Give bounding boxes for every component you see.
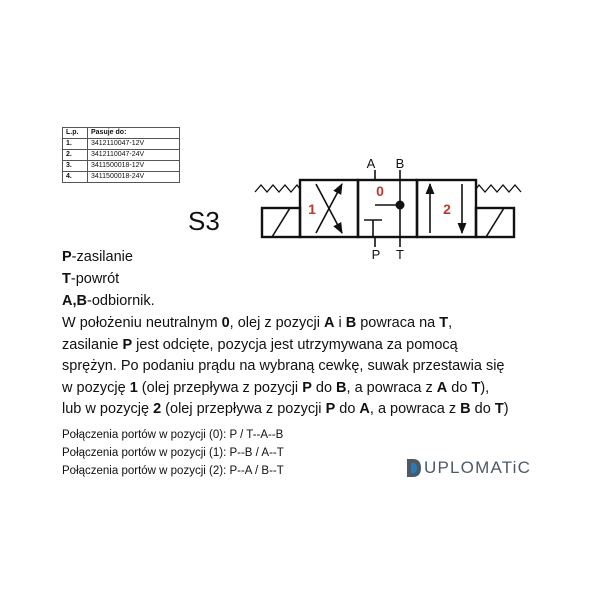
legend-ab-text: -odbiornik. [86, 293, 155, 309]
row-index: 1. [63, 139, 88, 150]
table-row [63, 150, 180, 161]
brand-name: UPLOMATiC [424, 458, 532, 477]
text: ) [503, 401, 509, 417]
bold-text: B [460, 401, 471, 417]
description-line [62, 378, 592, 400]
duplomatic-d-logo-icon [406, 458, 422, 478]
junction-dot-icon [396, 201, 405, 210]
bold-text: T [471, 379, 481, 396]
text: do [447, 379, 472, 396]
description-line [62, 313, 592, 335]
header-fits: Pasuje do: [88, 128, 180, 139]
text: , a powraca z [369, 401, 461, 417]
text: jest odcięte, pozycja jest utrzymywana za pomocą [132, 336, 458, 353]
bold-text: B [336, 379, 347, 396]
position-0-label: 0 [376, 183, 384, 199]
text: , [448, 315, 453, 331]
legend-p-text: -zasilanie [71, 249, 133, 265]
cross-flow-arrows-icon [316, 184, 342, 233]
description-line [62, 356, 592, 378]
legend-t-letter: T [62, 271, 71, 287]
text: i [334, 315, 346, 331]
bold-text: B [345, 315, 357, 331]
right-spring-icon [476, 185, 521, 192]
compatibility-table [62, 127, 180, 183]
text: , a powraca z [346, 379, 437, 396]
table-row [63, 139, 180, 150]
text: do [311, 379, 337, 396]
bold-text: T [494, 401, 504, 417]
connection-line-2: Połączenia portów w pozycji (2): P--A / B--T [62, 465, 284, 477]
text: (olej przepływa z pozycji [137, 379, 303, 396]
table-header-row [63, 128, 180, 139]
connection-line-1: Połączenia portów w pozycji (1): P--B / A--T [62, 447, 284, 459]
connection-line-0: Połączenia portów w pozycji (0): P / T--A--B [62, 429, 284, 441]
text: ), [480, 379, 490, 396]
legend-ab-letters: A,B [62, 293, 87, 309]
valve-symbol [250, 150, 525, 265]
valve-code: S3 [188, 206, 220, 236]
bold-text: A [359, 401, 370, 417]
text: powraca na [356, 315, 440, 331]
description-line [62, 399, 592, 421]
port-p-label: P [371, 247, 381, 262]
bold-text: P [325, 401, 336, 417]
text: (olej przepływa z pozycji [161, 401, 326, 417]
position-2-label: 2 [443, 201, 451, 217]
text: lub w pozycję [62, 401, 154, 417]
row-part: 3411500018-12V [88, 161, 180, 172]
header-lp: L.p. [63, 128, 88, 139]
text: W położeniu neutralnym [62, 315, 222, 331]
bold-text: P [122, 336, 133, 353]
legend-supply [62, 248, 133, 266]
bold-text: 1 [129, 379, 138, 396]
bold-text: 0 [221, 315, 230, 331]
bold-text: A [436, 379, 448, 396]
legend-p-letter: P [62, 249, 72, 265]
port-connections [62, 426, 284, 480]
description [62, 313, 592, 421]
position-box-0 [358, 180, 417, 237]
bold-text: A [323, 315, 335, 331]
row-index: 3. [63, 161, 88, 172]
text: , olej z pozycji [229, 315, 324, 331]
port-t-label: T [396, 247, 404, 262]
legend-t-text: -powrót [70, 271, 120, 287]
port-b-label: B [395, 156, 405, 171]
bold-text: T [439, 315, 449, 331]
table-row [63, 172, 180, 183]
row-part: 3412110047-12V [88, 139, 180, 150]
legend-return [62, 270, 119, 288]
legend-receiver [62, 292, 155, 310]
bold-text: P [302, 379, 312, 396]
table-row [63, 161, 180, 172]
row-index: 4. [63, 172, 88, 183]
row-part: 3412110047-24V [88, 150, 180, 161]
text: do [470, 401, 495, 417]
left-spring-icon [255, 185, 300, 192]
row-part: 3411500018-24V [88, 172, 180, 183]
text: zasilanie [62, 336, 123, 353]
description-line [62, 335, 592, 357]
text: do [335, 401, 360, 417]
text: w pozycję [62, 379, 130, 396]
text: sprężyn. Po podaniu prądu na wybraną cewkę, suwak przestawia się [62, 358, 505, 374]
port-a-label: A [366, 156, 376, 171]
brand-logo [406, 458, 531, 478]
bold-text: 2 [153, 401, 162, 417]
row-index: 2. [63, 150, 88, 161]
position-1-label: 1 [308, 201, 316, 217]
